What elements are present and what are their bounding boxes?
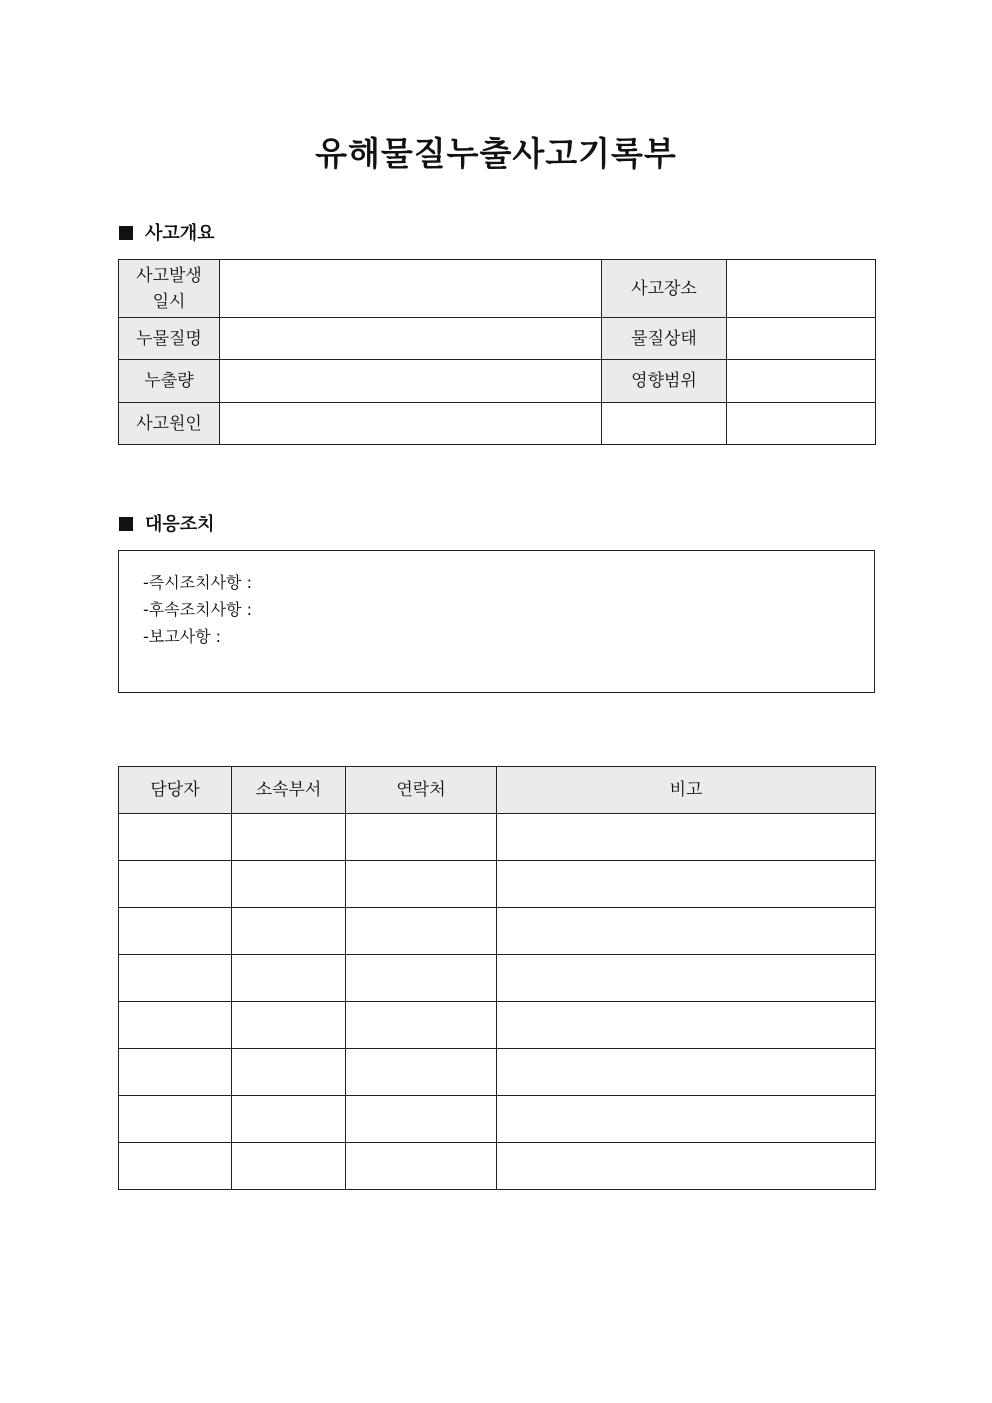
staff-row xyxy=(119,1143,876,1190)
value-cell-accident-location[interactable] xyxy=(727,260,876,318)
staff-row xyxy=(119,1049,876,1096)
value-cell-impact-range[interactable] xyxy=(727,360,876,403)
header-contact: 연락처 xyxy=(346,767,497,814)
staff-cell[interactable] xyxy=(497,908,876,955)
response-lines xyxy=(143,569,252,650)
staff-cell[interactable] xyxy=(232,908,346,955)
staff-cell[interactable] xyxy=(119,1096,232,1143)
header-remarks: 비고 xyxy=(497,767,876,814)
value-cell-substance-state[interactable] xyxy=(727,318,876,360)
label-substance-name: 누물질명 xyxy=(119,318,220,360)
staff-row xyxy=(119,861,876,908)
staff-row xyxy=(119,955,876,1002)
staff-cell[interactable] xyxy=(119,861,232,908)
staff-cell[interactable] xyxy=(497,1049,876,1096)
overview-row xyxy=(119,360,876,403)
follow-up-action-line: -후속조치사항 : xyxy=(143,600,252,619)
staff-row xyxy=(119,908,876,955)
staff-cell[interactable] xyxy=(119,955,232,1002)
label-impact-range: 영향범위 xyxy=(602,360,727,403)
staff-cell[interactable] xyxy=(232,1143,346,1190)
staff-cell[interactable] xyxy=(346,861,497,908)
label-occurrence-datetime: 사고발생 일시 xyxy=(136,265,202,312)
immediate-action-line: -즉시조치사항 : xyxy=(143,573,252,592)
staff-cell[interactable] xyxy=(346,814,497,861)
response-heading-text: 대응조치 xyxy=(145,514,215,535)
square-bullet-icon xyxy=(119,517,133,531)
staff-header-row xyxy=(119,767,876,814)
staff-cell[interactable] xyxy=(497,1096,876,1143)
section-heading-overview xyxy=(119,222,215,246)
label-cell-occurrence-datetime xyxy=(119,260,220,318)
staff-cell[interactable] xyxy=(346,1002,497,1049)
staff-cell[interactable] xyxy=(497,814,876,861)
staff-cell[interactable] xyxy=(232,1096,346,1143)
response-box[interactable] xyxy=(118,550,875,693)
label-leak-amount: 누출량 xyxy=(119,360,220,403)
staff-cell[interactable] xyxy=(346,1143,497,1190)
section-heading-response xyxy=(119,513,215,537)
staff-cell[interactable] xyxy=(119,1143,232,1190)
header-person-in-charge: 담당자 xyxy=(119,767,232,814)
empty-cell[interactable] xyxy=(602,403,727,445)
overview-row xyxy=(119,318,876,360)
staff-cell[interactable] xyxy=(232,861,346,908)
staff-row xyxy=(119,1096,876,1143)
staff-cell[interactable] xyxy=(346,1096,497,1143)
label-substance-state: 물질상태 xyxy=(602,318,727,360)
staff-cell[interactable] xyxy=(232,814,346,861)
label-accident-cause: 사고원인 xyxy=(119,403,220,445)
square-bullet-icon xyxy=(119,226,133,240)
value-cell-accident-cause[interactable] xyxy=(220,403,602,445)
staff-cell[interactable] xyxy=(497,1002,876,1049)
staff-cell[interactable] xyxy=(346,908,497,955)
document-title: 유해물질누출사고기록부 xyxy=(315,134,677,173)
staff-cell[interactable] xyxy=(497,1143,876,1190)
staff-cell[interactable] xyxy=(232,1002,346,1049)
staff-row xyxy=(119,814,876,861)
staff-cell[interactable] xyxy=(119,1049,232,1096)
value-cell-substance-name[interactable] xyxy=(220,318,602,360)
staff-cell[interactable] xyxy=(232,955,346,1002)
staff-cell[interactable] xyxy=(232,1049,346,1096)
staff-cell[interactable] xyxy=(119,1002,232,1049)
empty-cell[interactable] xyxy=(727,403,876,445)
header-department: 소속부서 xyxy=(232,767,346,814)
staff-cell[interactable] xyxy=(497,955,876,1002)
staff-row xyxy=(119,1002,876,1049)
overview-row xyxy=(119,260,876,318)
staff-cell[interactable] xyxy=(119,814,232,861)
staff-cell[interactable] xyxy=(497,861,876,908)
staff-cell[interactable] xyxy=(346,1049,497,1096)
label-accident-location: 사고장소 xyxy=(602,260,727,318)
staff-cell[interactable] xyxy=(119,908,232,955)
overview-table xyxy=(118,259,876,445)
value-cell-occurrence-datetime[interactable] xyxy=(220,260,602,318)
staff-cell[interactable] xyxy=(346,955,497,1002)
staff-table xyxy=(118,766,876,1190)
overview-row xyxy=(119,403,876,445)
value-cell-leak-amount[interactable] xyxy=(220,360,602,403)
report-line: -보고사항 : xyxy=(143,627,222,646)
overview-heading-text: 사고개요 xyxy=(145,223,215,244)
